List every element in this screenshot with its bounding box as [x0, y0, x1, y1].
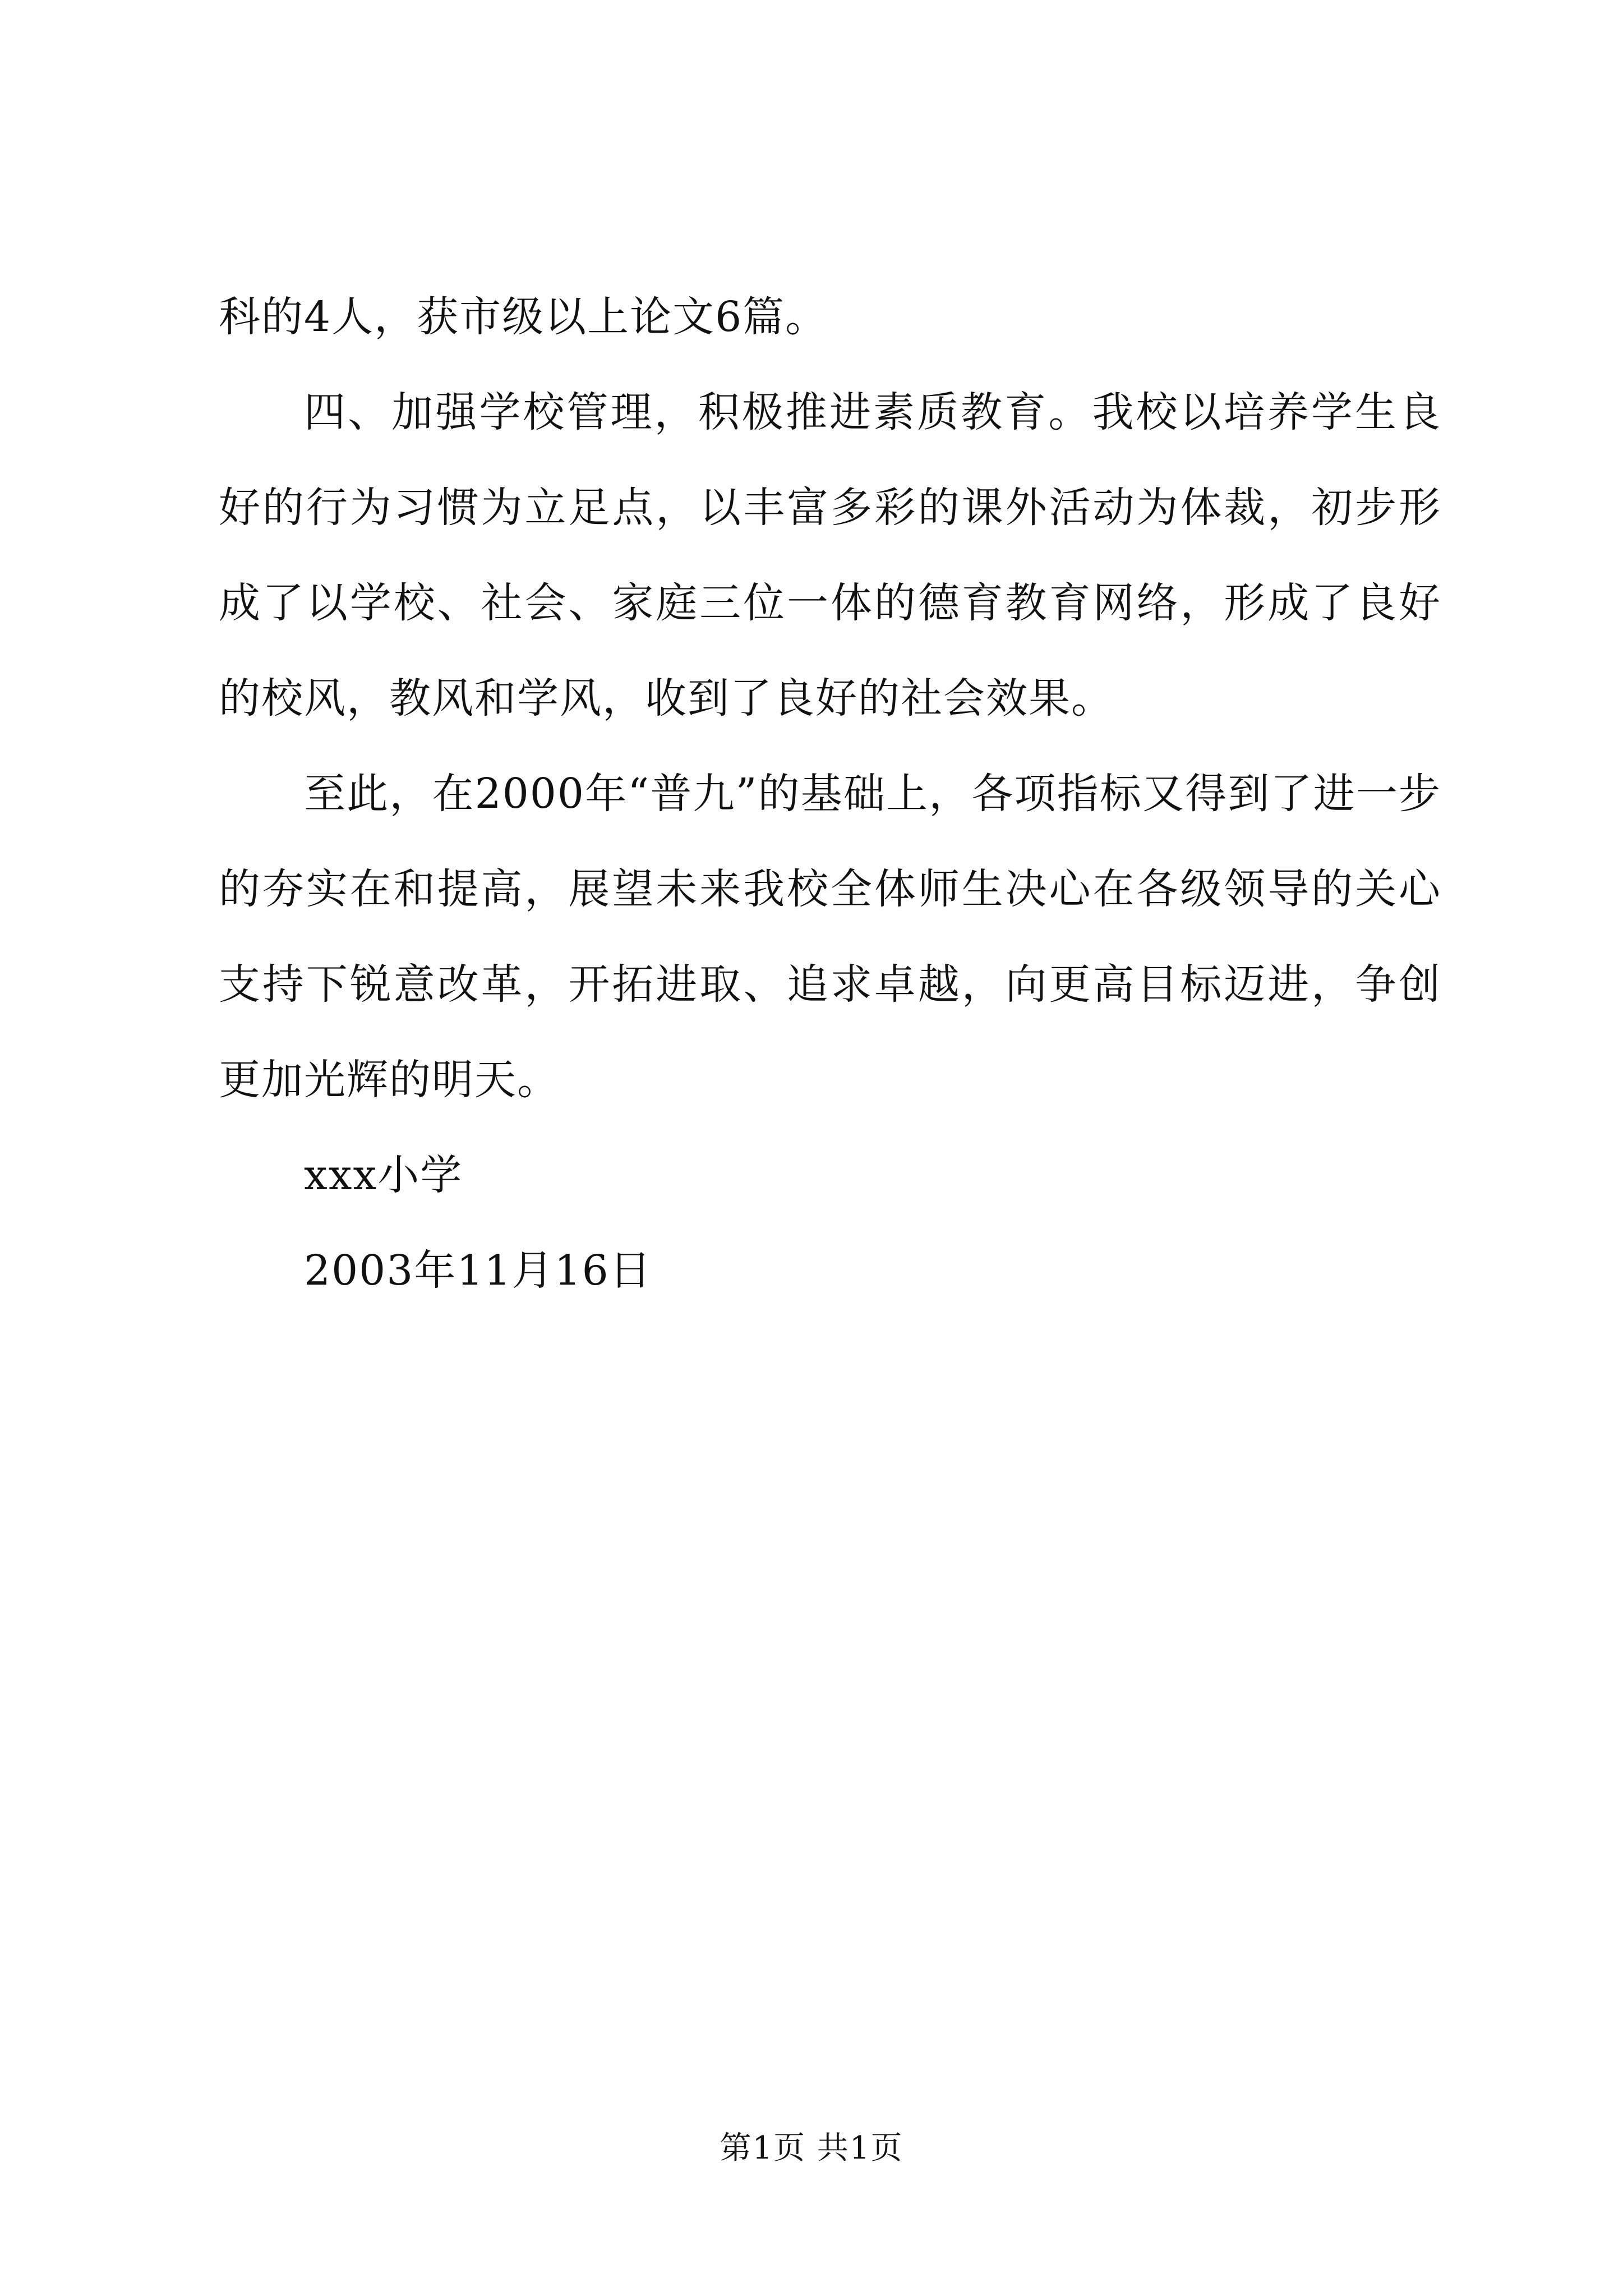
- paragraph-school-management: 四、加强学校管理，积极推进素质教育。我校以培养学生良好的行为习惯为立足点，以丰富多彩的课外活动为体裁，初步形成了以学校、社会、家庭三位一体的德育教育网络，形成了良好的校风，教风和学风，收到了良好的社会效果。: [219, 388, 1441, 723]
- signature-date: 2003年11月16日: [304, 1246, 652, 1295]
- signature-school-name: xxx小学: [304, 1151, 463, 1199]
- paragraph-conclusion: 至此，在2000年“普九”的基础上，各项指标又得到了进一步的夯实在和提高，展望未来我校全体师生决心在各级领导的关心支持下锐意改革，开拓进取、追求卓越，向更高目标迈进，争创更加光辉的明天。: [219, 770, 1441, 1104]
- page-footer: 第1页 共1页: [720, 2130, 903, 2166]
- document-body: [219, 269, 1441, 1318]
- paragraph-continuation: 科的4人，获市级以上论文6篇。: [219, 293, 828, 341]
